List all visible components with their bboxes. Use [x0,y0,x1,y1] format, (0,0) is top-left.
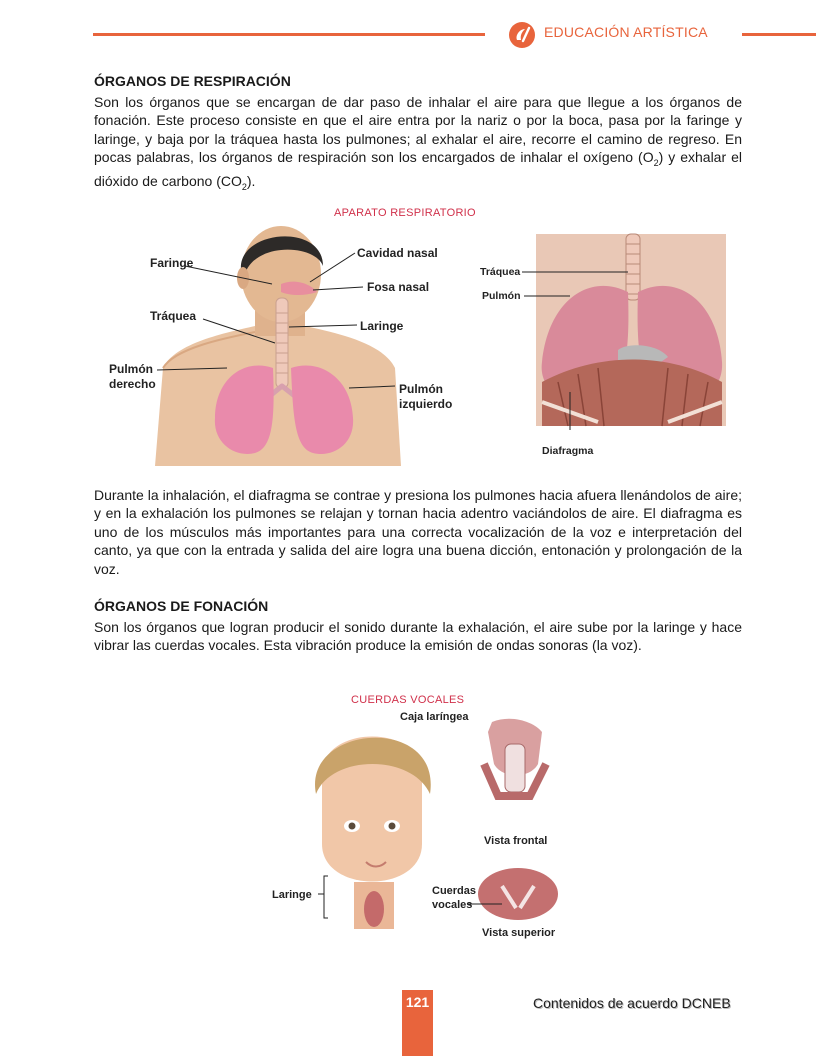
label-cavidad-nasal: Cavidad nasal [357,246,438,260]
vocal-cords-illustration [262,704,582,954]
page-number: 121 [405,994,430,1010]
label-pulmon-izquierdo: Pulmón [399,382,443,396]
page-number-box [402,990,433,1056]
section-heading-respiracion: ÓRGANOS DE RESPIRACIÓN [94,73,291,89]
paragraph-fonacion: Son los órganos que logran producir el sonido durante la exhalación, el aire sube por la laringe y hace vibrar las cuerdas vocales. Esta vibración produce la emisión de ondas sonoras (la voz). [94,619,742,654]
section-fonacion [94,598,742,655]
header-rule-right [742,33,816,36]
label-pulmon-izquierdo-2: izquierdo [399,397,453,411]
lungs-diaphragm-illustration [478,232,730,462]
section-diafragma [94,486,742,578]
paragraph-diafragma: Durante la inhalación, el diafragma se contrae y presiona los pulmones hacia afuera llenándolos de aire; y en la exhalación los pulmones se relajan y tornan hacia adentro vaciándolos de aire. El diafragma es uno de los músculos más importantes para una correcta vocalización de la voz e interpretación del canto, ya que con la entrada y salida del aire logra una buena dicción, entonación y prolongación de la voz. [94,487,742,577]
header-title: EDUCACIÓN ARTÍSTICA [544,24,708,40]
label-laringe: Laringe [360,319,404,333]
label-cuerdas-vocales-2: vocales [432,899,473,911]
label-laringe-fig2: Laringe [272,889,312,901]
label-diafragma: Diafragma [542,445,594,457]
label-traquea: Tráquea [150,309,197,323]
footer-text: Contenidos de acuerdo DCNEB [533,995,731,1011]
section-respiracion [94,73,742,197]
figure-caption-aparato: APARATO RESPIRATORIO [334,207,476,219]
label-faringe: Faringe [150,256,194,270]
edu-logo-icon [508,21,536,49]
label-caja-laringea: Caja laríngea [400,711,469,723]
label-vista-superior: Vista superior [482,927,556,939]
label-pulmon-right: Pulmón [482,290,521,302]
paragraph-respiracion: Son los órganos que se encargan de dar paso de inhalar el aire para que llegue a los órganos de fonación. Este proceso consiste en que el aire entra por la nariz o por la boca, pasa por la faringe y laringe, y baja por la tráquea hasta los pulmones; al exhalar el aire, recorre el camino de regreso. En pocas palabras, los órganos de respiración son los encargados de inhalar el oxígeno $(O_2)$ y exhalar el dióxido de carbono $(CO_2)$. [94,94,742,193]
label-pulmon-derecho-2: derecho [109,377,156,391]
header-rule-left [93,33,485,36]
label-traquea-right: Tráquea [480,266,521,278]
label-fosa-nasal: Fosa nasal [367,280,430,294]
section-heading-fonacion: ÓRGANOS DE FONACIÓN [94,598,269,614]
figure-caption-cuerdas: CUERDAS VOCALES [351,694,465,706]
label-vista-frontal: Vista frontal [484,835,548,847]
label-cuerdas-vocales: Cuerdas [432,885,477,897]
respiratory-torso-illustration [105,218,455,466]
label-pulmon-derecho: Pulmón [109,362,153,376]
